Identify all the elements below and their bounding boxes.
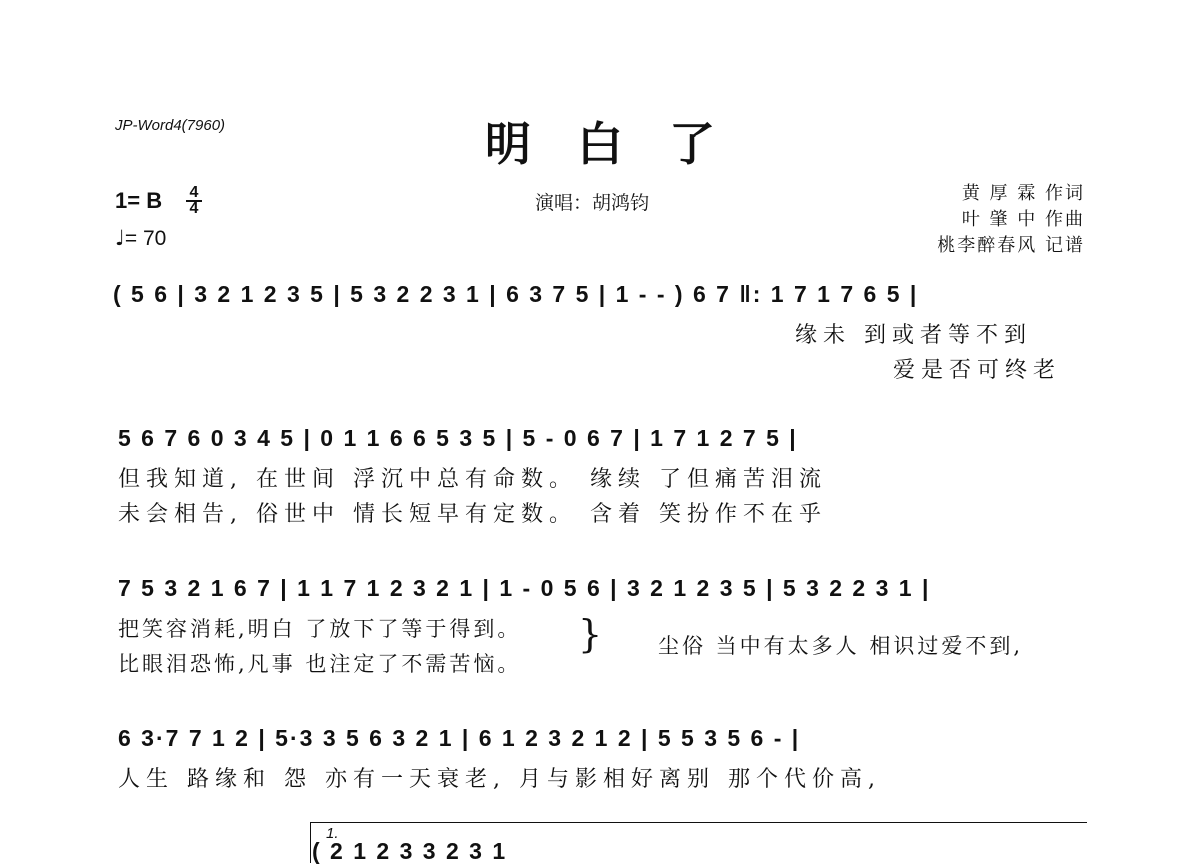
- music-row-4: 6 3·7 7 1 2 | 5·3 3 5 6 3 2 1 | 6 1 2 3 2 1 2 | 5 5 3 5 6 - |: [118, 725, 801, 751]
- lyric-row-1-verse-2: 爱是否可终老: [893, 358, 1062, 383]
- credits-block: [937, 181, 1085, 259]
- music-row-3: 7 5 3 2 1 6 7 | 1 1 7 1 2 3 2 1 | 1 - 0 5 6 | 3 2 1 2 3 5 | 5 3 2 2 3 1 |: [118, 575, 931, 601]
- tempo-marking: [115, 226, 166, 251]
- time-signature-bottom: 4: [189, 200, 199, 217]
- time-signature: [186, 186, 202, 216]
- lyric-row-3-verse-2: 比眼泪恐怖,凡事 也注定了不需苦恼。: [118, 652, 522, 676]
- lyricist-credit: 黄 厚 霖 作词: [961, 183, 1085, 204]
- lyric-row-3-shared: 尘俗 当中有太多人 相识过爱不到,: [658, 634, 1024, 658]
- music-row-2: 5 6 7 6 0 3 4 5 | 0 1 1 6 6 5 3 5 | 5 - 0 6 7 | 1 7 1 2 7 5 |: [118, 425, 798, 451]
- transcriber-credit: 桃李醉春风 记谱: [937, 235, 1085, 256]
- lyric-row-1-verse-1: 缘未 到或者等不到: [795, 323, 1032, 348]
- lyric-row-2-verse-2: 未会相告, 俗世中 情长短早有定数。 含着 笑扮作不在乎: [118, 502, 827, 527]
- lyric-row-2-verse-1: 但我知道, 在世间 浮沉中总有命数。 缘续 了但痛苦泪流: [118, 467, 827, 492]
- lyric-row-3-verse-1: 把笑容消耗,明白 了放下了等于得到。: [118, 617, 522, 641]
- singer-credit: 演唱：胡鸿钧: [535, 192, 650, 214]
- composer-credit: 叶 肇 中 作曲: [961, 209, 1085, 230]
- music-row-5: ( 2 1 2 3 3 2 3 1: [312, 838, 508, 864]
- first-ending-number: 1.: [326, 825, 339, 842]
- lyric-row-4: 人生 路缘和 怨 亦有一天衰老, 月与影相好离别 那个代价高,: [118, 767, 881, 792]
- song-title: 明白了: [485, 117, 761, 171]
- music-row-1: ( 5 6 | 3 2 1 2 3 5 | 5 3 2 2 3 1 | 6 3 7 5 | 1 - - ) 6 7 ‖: 1 7 1 7 6 5 |: [113, 281, 919, 307]
- verse-brace-icon: }: [578, 612, 603, 656]
- quarter-note-icon: ♩: [115, 226, 125, 250]
- tempo-value: = 70: [124, 227, 167, 250]
- time-signature-top: 4: [186, 186, 202, 202]
- key-signature: 1= B: [115, 188, 163, 213]
- software-label: JP-Word4(7960): [115, 117, 226, 134]
